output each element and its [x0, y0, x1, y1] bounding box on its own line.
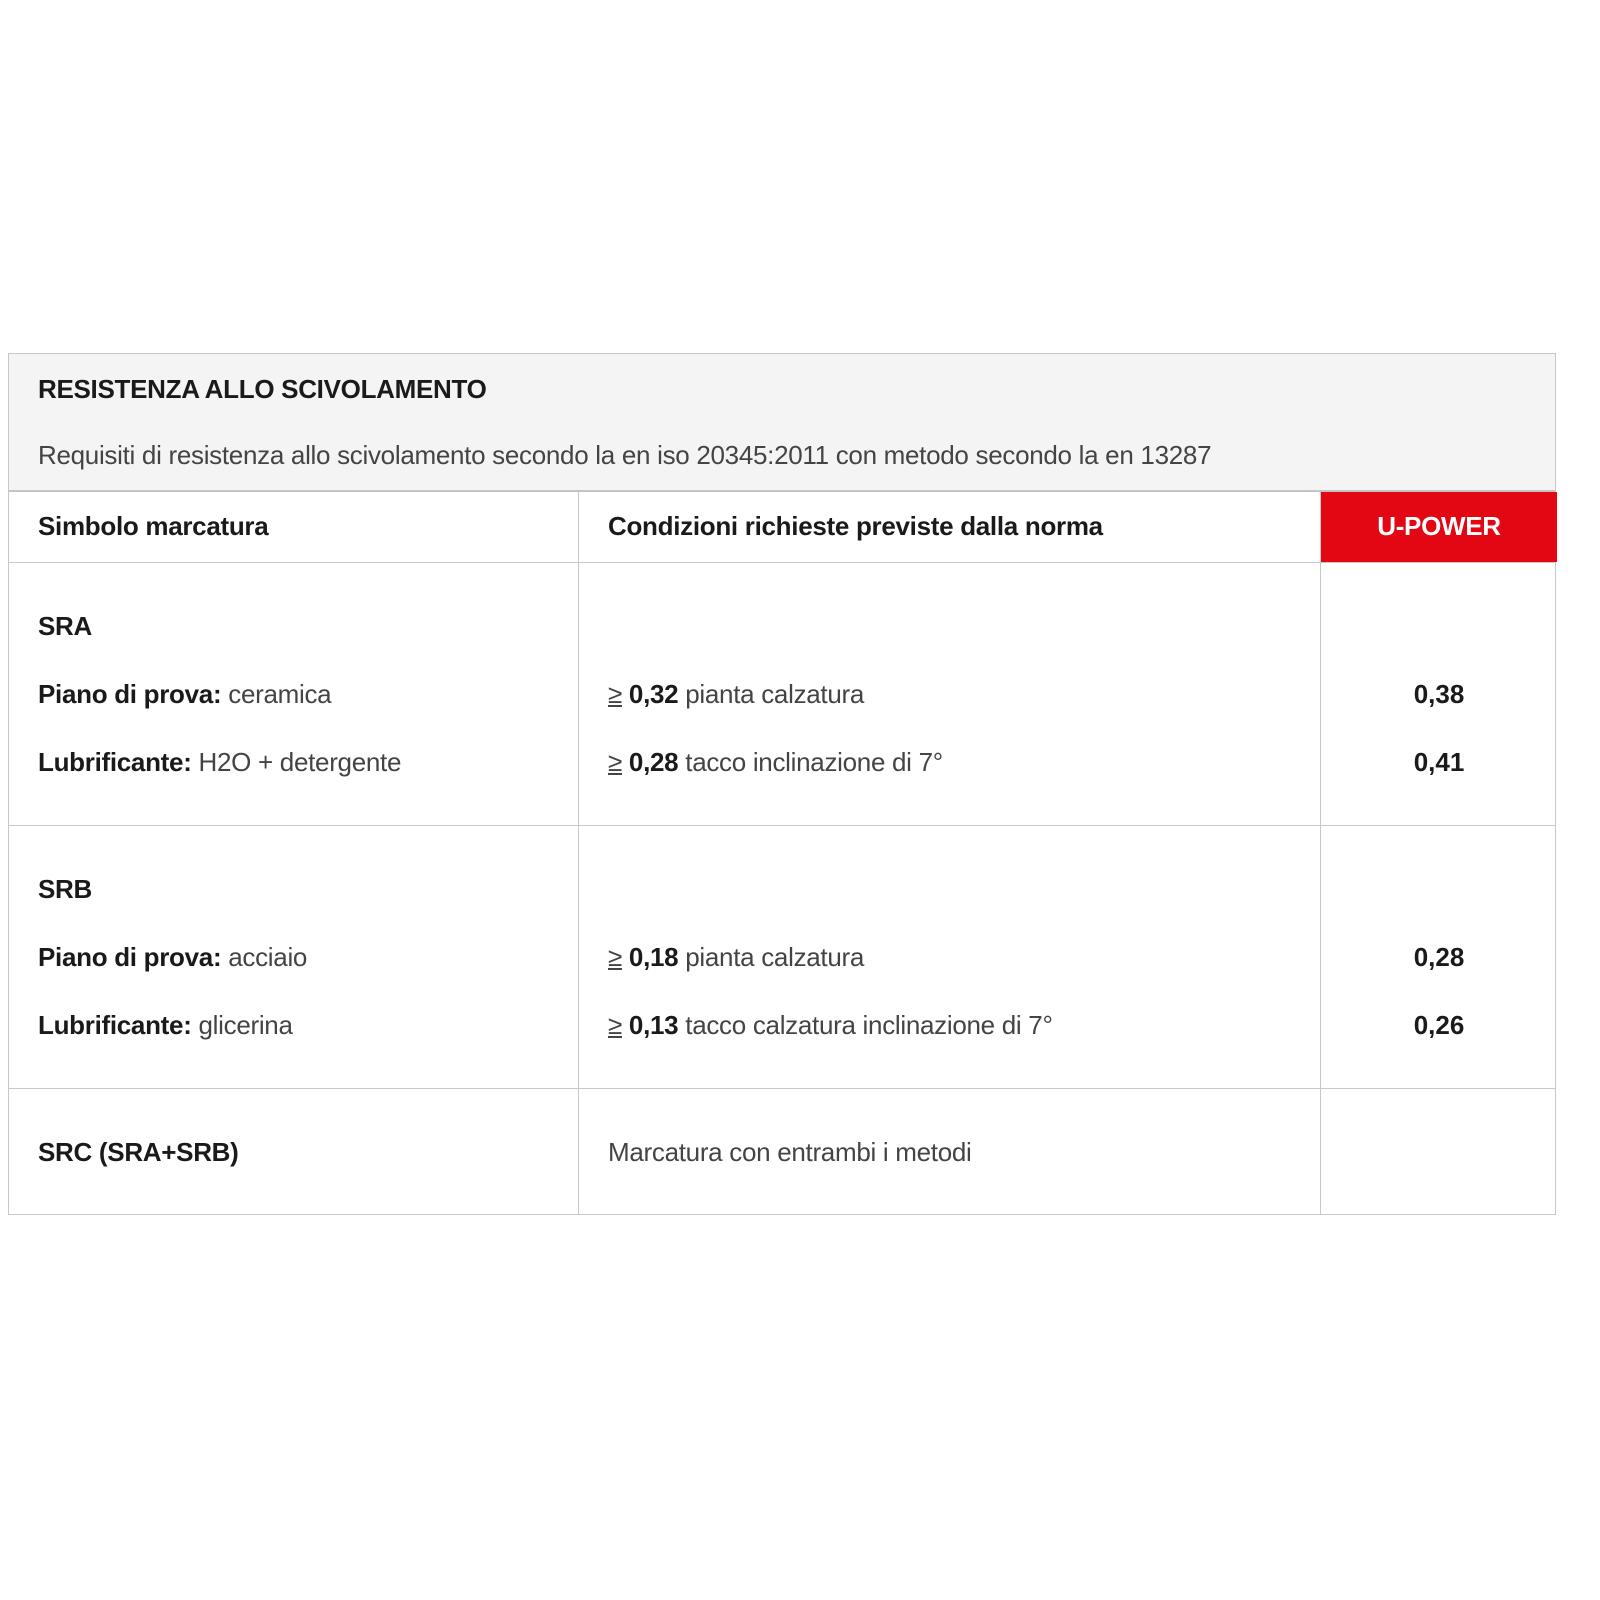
srb-lubricant-label: Lubrificante:	[38, 1010, 192, 1040]
column-header-row	[9, 492, 1555, 563]
slip-resistance-table	[8, 353, 1556, 1215]
src-symbol: SRC (SRA+SRB)	[38, 1137, 239, 1167]
sra-conditions-cell	[579, 563, 1321, 825]
table-title: RESISTENZA ALLO SCIVOLAMENTO	[38, 374, 487, 404]
sra-result-2: 0,41	[1413, 747, 1465, 777]
src-conditions: Marcatura con entrambi i metodi	[608, 1137, 972, 1167]
srb-condition-1-value: 0,18	[628, 942, 679, 972]
srb-condition-1-text: pianta calzatura	[685, 942, 865, 972]
table-row-src	[9, 1089, 1555, 1214]
srb-condition-2	[608, 1010, 1053, 1041]
column-header-brand	[1321, 492, 1557, 562]
sra-lubricant-label: Lubrificante:	[38, 747, 192, 777]
table-row-sra	[9, 563, 1555, 826]
column-header-symbol	[9, 492, 579, 562]
sra-condition-1	[608, 679, 864, 710]
column-header-conditions-label: Condizioni richieste previste dalla norma	[608, 511, 1103, 541]
sra-condition-2-value: 0,28	[628, 747, 679, 777]
sra-condition-1-text: pianta calzatura	[685, 679, 865, 709]
srb-conditions-cell	[579, 826, 1321, 1088]
sra-lubricant-value: H2O + detergente	[198, 747, 402, 777]
srb-result-cell	[1321, 826, 1557, 1088]
srb-symbol: SRB	[38, 874, 92, 904]
srb-surface	[38, 942, 307, 973]
srb-condition-1-sign: ≥	[608, 942, 622, 972]
table-row-srb	[9, 826, 1555, 1089]
sra-condition-2	[608, 747, 943, 778]
sra-surface	[38, 679, 331, 710]
sra-condition-2-text: tacco inclinazione di 7°	[685, 747, 943, 777]
sra-surface-label: Piano di prova:	[38, 679, 222, 709]
sra-lubricant	[38, 747, 401, 778]
table-header	[9, 354, 1555, 492]
src-symbol-cell	[9, 1089, 579, 1214]
srb-surface-label: Piano di prova:	[38, 942, 222, 972]
sra-condition-1-value: 0,32	[628, 679, 679, 709]
sra-symbol-cell	[9, 563, 579, 825]
column-header-brand-label: U-POWER	[1377, 511, 1501, 541]
sra-symbol: SRA	[38, 611, 92, 641]
sra-condition-2-sign: ≥	[608, 747, 622, 777]
sra-result-1: 0,38	[1413, 679, 1465, 709]
srb-result-2: 0,26	[1413, 1010, 1465, 1040]
column-header-symbol-label: Simbolo marcatura	[38, 511, 269, 541]
src-conditions-cell	[579, 1089, 1321, 1214]
sra-surface-value: ceramica	[228, 679, 332, 709]
sra-condition-1-sign: ≥	[608, 679, 622, 709]
srb-symbol-cell	[9, 826, 579, 1088]
srb-surface-value: acciaio	[228, 942, 308, 972]
srb-condition-2-value: 0,13	[628, 1010, 679, 1040]
srb-result-1: 0,28	[1413, 942, 1465, 972]
table-subtitle: Requisiti di resistenza allo scivolamento secondo la en iso 20345:2011 con metodo secondo la en 13287	[38, 440, 1212, 470]
srb-condition-2-sign: ≥	[608, 1010, 622, 1040]
srb-condition-1	[608, 942, 864, 973]
srb-lubricant	[38, 1010, 293, 1041]
sra-result-cell	[1321, 563, 1557, 825]
srb-lubricant-value: glicerina	[198, 1010, 293, 1040]
column-header-conditions	[579, 492, 1321, 562]
src-result-cell	[1321, 1089, 1557, 1214]
srb-condition-2-text: tacco calzatura inclinazione di 7°	[685, 1010, 1053, 1040]
